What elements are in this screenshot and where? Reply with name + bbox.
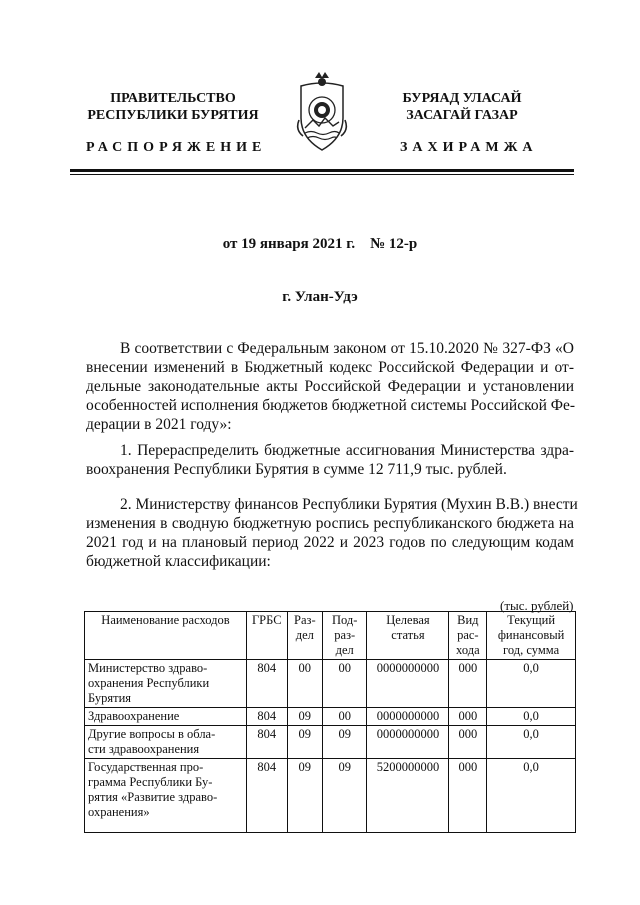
- column-header-vid-text: Вид рас- хода: [456, 613, 480, 657]
- cell-celevaya: 0000000000: [367, 726, 449, 759]
- table-row: [85, 708, 576, 726]
- cell-celevaya: 0000000000: [367, 708, 449, 726]
- cell-name: Государственная про- грамма Республики Бу- рятия «Развитие здраво- охранения»: [85, 759, 247, 833]
- cell-vid: 000: [449, 708, 487, 726]
- column-header-podrazdel: [323, 612, 367, 660]
- column-header-razdel: [287, 612, 322, 660]
- cell-grbs: 804: [246, 708, 287, 726]
- table-row: [85, 759, 576, 833]
- column-header-podrazdel-text: Под- раз- дел: [332, 613, 358, 657]
- paragraph-line: дерации в 2021 году»:: [86, 416, 232, 433]
- paragraph-preamble: [86, 339, 574, 434]
- cell-summa: 0,0: [487, 660, 576, 708]
- column-header-celevaya-text: Целевая статья: [386, 613, 430, 642]
- document-date-number: от 19 января 2021 г. № 12-р: [222, 236, 418, 252]
- column-header-grbs: ГРБС: [246, 612, 287, 660]
- paragraph-line: особенностей исполнения бюджетов бюджетной системы Российской Фе-: [86, 397, 576, 414]
- header-right-org: [362, 90, 562, 124]
- table-unit-note: (тыс. рублей): [500, 598, 574, 613]
- paragraph-line: В соответствии с Федеральным законом от 15.10.2020 № 327-ФЗ «О: [120, 340, 574, 357]
- paragraph-line: изменения в сводную бюджетную роспись республиканского бюджета на: [86, 515, 574, 532]
- paragraph-line: 1. Перераспределить бюджетные ассигнования Министерства здра-: [120, 442, 574, 459]
- cell-podrazdel: 09: [323, 759, 367, 833]
- header-divider-thin: [70, 174, 574, 175]
- header-right-line-1: БУРЯАД УЛАСАЙ: [402, 91, 522, 106]
- cell-podrazdel: 00: [323, 708, 367, 726]
- cell-name: Здравоохранение: [85, 708, 247, 726]
- budget-classification-table: [84, 611, 576, 833]
- cell-name: Другие вопросы в обла- сти здравоохранения: [85, 726, 247, 759]
- cell-razdel: 00: [287, 660, 322, 708]
- cell-razdel: 09: [287, 726, 322, 759]
- column-header-vid: [449, 612, 487, 660]
- header-right-line-2: ЗАСАГАЙ ГАЗАР: [406, 108, 518, 123]
- cell-vid: 000: [449, 726, 487, 759]
- header-divider-thick: [70, 169, 574, 172]
- paragraph-line: 2. Министерству финансов Республики Бурятия (Мухин В.В.) внести: [120, 496, 578, 513]
- doc-type-russian: РАСПОРЯЖЕНИЕ: [86, 140, 267, 155]
- paragraph-line: 2021 год и на плановый период 2022 и 2023 годов по следующим кодам: [86, 534, 574, 551]
- cell-razdel: 09: [287, 708, 322, 726]
- cell-vid: 000: [449, 759, 487, 833]
- column-header-celevaya: [367, 612, 449, 660]
- cell-name: Министерство здраво- охранения Республики Бурятия: [85, 660, 247, 708]
- paragraph-line: бюджетной классификации:: [86, 553, 271, 570]
- paragraph-line: воохранения Республики Бурятия в сумме 12 711,9 тыс. рублей.: [86, 461, 507, 478]
- column-header-summa-text: Текущий финансовый год, сумма: [497, 613, 565, 657]
- column-header-name: Наименование расходов: [85, 612, 247, 660]
- cell-grbs: 804: [246, 759, 287, 833]
- cell-vid: 000: [449, 660, 487, 708]
- cell-celevaya: 5200000000: [367, 759, 449, 833]
- column-header-summa: [487, 612, 576, 660]
- cell-grbs: 804: [246, 726, 287, 759]
- cell-razdel: 09: [287, 759, 322, 833]
- doc-type-buryat: ЗАХИРАМЖА: [400, 140, 538, 155]
- cell-grbs: 804: [246, 660, 287, 708]
- cell-celevaya: 0000000000: [367, 660, 449, 708]
- paragraph-line: дельные законодательные акты Российской Федерации и установлении: [86, 378, 574, 395]
- cell-summa: 0,0: [487, 708, 576, 726]
- cell-summa: 0,0: [487, 759, 576, 833]
- document-city: г. Улан-Удэ: [282, 289, 358, 305]
- table-header-row: [85, 612, 576, 660]
- cell-podrazdel: 09: [323, 726, 367, 759]
- paragraph-item-2: [86, 495, 578, 571]
- header-left-line-2: РЕСПУБЛИКИ БУРЯТИЯ: [87, 108, 259, 123]
- cell-podrazdel: 00: [323, 660, 367, 708]
- paragraph-line: внесении изменений в Бюджетный кодекс Российской Федерации и от-: [86, 359, 574, 376]
- cell-summa: 0,0: [487, 726, 576, 759]
- coat-of-arms-emblem: [293, 70, 351, 156]
- table-row: [85, 726, 576, 759]
- header-left-line-1: ПРАВИТЕЛЬСТВО: [110, 91, 236, 106]
- column-header-razdel-text: Раз- дел: [294, 613, 316, 642]
- header-left-org: [73, 90, 273, 124]
- paragraph-item-1: [86, 441, 574, 479]
- table-row: [85, 660, 576, 708]
